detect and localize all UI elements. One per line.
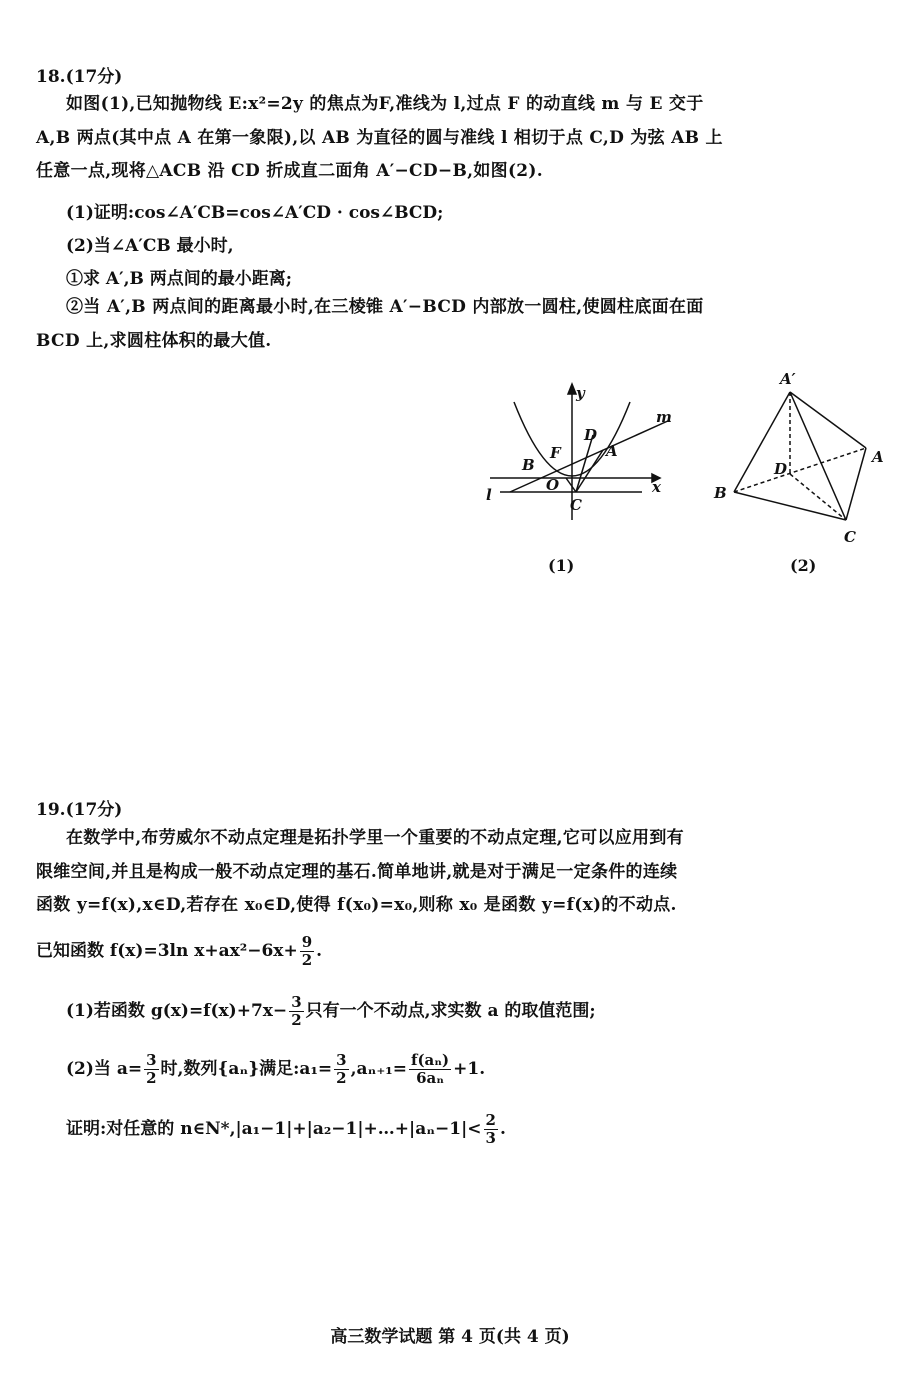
q18-header: 18.(17分) [36, 67, 123, 87]
figure-1-caption: (1) [548, 556, 575, 575]
label-f: F [550, 444, 561, 462]
segment-bc [566, 478, 576, 492]
label-a-prime: A′ [780, 370, 796, 388]
fraction-denominator: 6aₙ [416, 1069, 445, 1087]
label-a: A [606, 442, 618, 460]
edge-b-a [734, 448, 866, 492]
q19-part1-suffix: 只有一个不动点,求实数 a 的取值范围; [305, 1001, 596, 1021]
fraction-denominator: 2 [146, 1069, 157, 1087]
edge-a-c [846, 448, 866, 520]
fraction-numerator: f(aₙ) [411, 1051, 450, 1069]
q19-intro-line3: 函数 y=f(x),x∈D,若存在 x₀∈D,使得 f(x₀)=x₀,则称 x₀ 是函数 y=f(x)的不动点. [36, 895, 677, 915]
q19-part2-fraction-a [144, 1052, 158, 1087]
q19-part2-fraction-recurrence [409, 1052, 451, 1087]
figure-2-tetrahedron [700, 362, 900, 552]
page-footer: 高三数学试题 第 4 页(共 4 页) [330, 1327, 570, 1347]
label-c: C [570, 496, 582, 514]
q19-proof-text: 证明:对任意的 n∈N*,|a₁−1|+|a₂−1|+…+|aₙ−1|< [66, 1119, 482, 1139]
q18-part1: (1)证明:cos∠A′CB=cos∠A′CD · cos∠BCD; [66, 203, 444, 223]
q18-part2: (2)当∠A′CB 最小时, [66, 236, 234, 256]
label-b2: B [714, 484, 727, 502]
q19-part1-text: (1)若函数 g(x)=f(x)+7x− [66, 1001, 288, 1021]
q18-intro-line1: 如图(1),已知抛物线 E:x²=2y 的焦点为F,准线为 l,过点 F 的动直线 m 与 E 交于 [66, 94, 704, 114]
fraction-denominator: 2 [301, 951, 313, 969]
label-c2: C [844, 528, 856, 546]
q19-intro-line2: 限维空间,并且是构成一般不动点定理的基石.简单地讲,就是对于满足一定条件的连续 [36, 861, 678, 882]
fraction-numerator: 9 [301, 933, 313, 951]
q19-given-fraction [300, 934, 314, 969]
q19-part1-fraction [289, 994, 303, 1029]
fraction-numerator: 3 [146, 1051, 157, 1069]
q19-part2-mid2: ,aₙ₊₁= [350, 1059, 407, 1079]
label-y: y [576, 384, 585, 402]
fraction-denominator: 3 [485, 1129, 496, 1147]
figure-2-caption: (2) [790, 556, 817, 575]
q19-part2-suffix: +1. [453, 1059, 486, 1079]
edge-a-prime-a [790, 392, 866, 448]
label-d: D [584, 426, 598, 444]
q19-part2-fraction-a1 [334, 1052, 348, 1087]
fraction-numerator: 3 [336, 1051, 347, 1069]
q19-proof [66, 1112, 506, 1147]
q19-header: 19.(17分) [36, 800, 123, 820]
fraction-numerator: 2 [485, 1111, 496, 1129]
q18-intro-line3: 任意一点,现将△ACB 沿 CD 折成直二面角 A′−CD−B,如图(2). [36, 161, 543, 181]
fraction-numerator: 3 [291, 993, 302, 1011]
q19-given-suffix: . [316, 941, 323, 961]
q19-part2 [66, 1052, 485, 1087]
q18-sub2-line2: BCD 上,求圆柱体积的最大值. [36, 330, 272, 351]
label-d2: D [774, 460, 788, 478]
edge-a-prime-c [790, 392, 846, 520]
q18-sub1: ①求 A′,B 两点间的最小距离; [66, 269, 293, 289]
fraction-denominator: 2 [336, 1069, 347, 1087]
q19-proof-fraction [484, 1112, 498, 1147]
fraction-denominator: 2 [291, 1011, 302, 1029]
q19-intro-line1: 在数学中,布劳威尔不动点定理是拓扑学里一个重要的不动点定理,它可以应用到有 [66, 828, 684, 848]
label-a2: A [872, 448, 884, 466]
q19-proof-suffix: . [499, 1119, 506, 1139]
q19-part2-text: (2)当 a= [66, 1059, 143, 1079]
q19-intro [36, 822, 882, 923]
q18-intro-line2: A,B 两点(其中点 A 在第一象限),以 AB 为直径的圆与准线 l 相切于点 C,D 为弦 AB 上 [36, 127, 723, 148]
label-l: l [486, 486, 492, 504]
y-axis-arrow [568, 384, 576, 394]
q19-part1 [66, 994, 596, 1029]
q19-given [36, 934, 322, 969]
figure-1-parabola [480, 380, 680, 530]
q18-intro [36, 88, 882, 189]
label-x: x [652, 478, 661, 496]
q18-sub2 [36, 291, 882, 358]
q19-part2-mid1: 时,数列{aₙ}满足:a₁= [160, 1059, 333, 1079]
q18-sub2-line1: ②当 A′,B 两点间的距离最小时,在三棱锥 A′−BCD 内部放一圆柱,使圆柱底面在面 [66, 297, 704, 317]
label-o: O [546, 476, 560, 494]
label-b: B [522, 456, 535, 474]
q19-given-text: 已知函数 f(x)=3ln x+ax²−6x+ [36, 941, 298, 961]
label-m: m [656, 408, 672, 426]
